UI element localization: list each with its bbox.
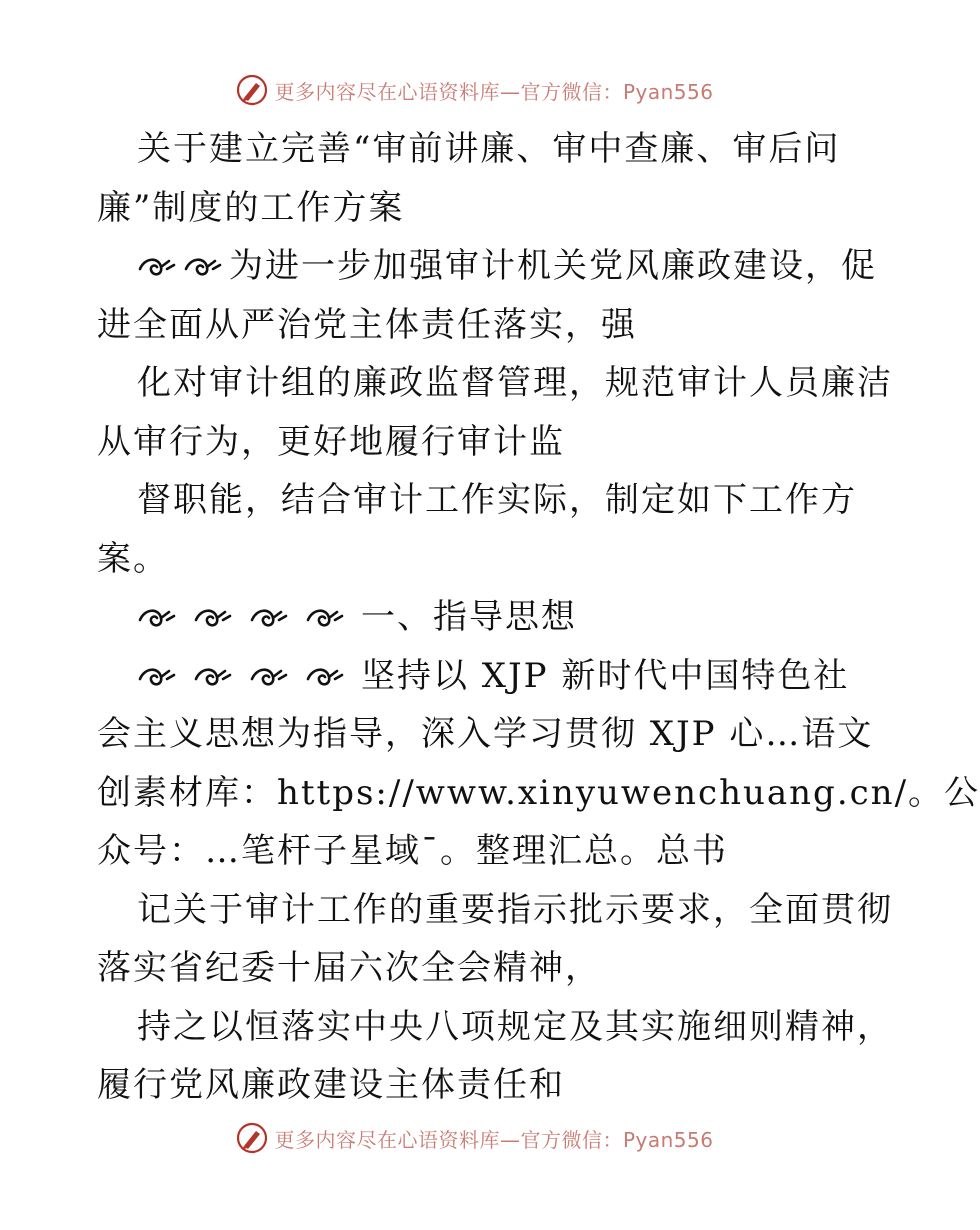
watermark-text: 更多内容尽在心语资料库—官方微信：Pyan556	[274, 1127, 714, 1152]
paragraph-line: 化对审计组的廉政监督管理，规范审计人员廉洁	[137, 363, 893, 403]
header-watermark	[0, 70, 950, 110]
paragraph-line: 众号：…笔杆子星域¯。整理汇总。总书	[97, 831, 728, 871]
doc-title-line-2: 廉”制度的工作方案	[97, 187, 405, 228]
paragraph-line: 落实省纪委十届六次全会精神，	[97, 948, 601, 988]
doc-title-line-1: 关于建立完善“审前讲廉、审中查廉、审后问	[137, 129, 841, 169]
paragraph-text: 坚持以 XJP 新时代中国特色社	[361, 655, 850, 696]
paragraph-line	[97, 647, 857, 706]
paragraph-line: 督职能，结合审计工作实际，制定如下工作方	[137, 480, 857, 520]
paragraph-line: 履行党风廉政建设主体责任和	[97, 1065, 565, 1105]
floral-bullet-icon	[193, 661, 233, 691]
pen-logo-icon	[236, 74, 268, 106]
floral-bullet-icon	[305, 661, 345, 691]
floral-bullet-icon	[137, 602, 177, 632]
paragraph-line: 记关于审计工作的重要指示批示要求，全面贯彻	[137, 889, 893, 930]
paragraph-line: 会主义思想为指导，深入学习贯彻 XJP 心…语文	[97, 714, 874, 754]
paragraph-line: 从审行为，更好地履行审计监	[97, 421, 565, 462]
floral-bullet-icon	[193, 602, 233, 632]
section-heading-text: 一、指导思想	[361, 597, 577, 637]
paragraph-text: 为进一步加强审计机关党风廉政建设，促	[229, 246, 877, 286]
floral-bullet-icon	[249, 661, 289, 691]
document-body	[97, 120, 980, 1115]
paragraph-line: 持之以恒落实中央八项规定及其实施细则精神，	[137, 1006, 893, 1047]
watermark-text: 更多内容尽在心语资料库—官方微信：Pyan556	[274, 79, 714, 104]
pen-logo-icon	[236, 1122, 268, 1154]
footer-watermark	[0, 1118, 950, 1158]
paragraph-line: 进全面从严治党主体责任落实，强	[97, 304, 637, 345]
paragraph-line: 创素材库：https://www.xinyuwenchuang.cn/。公	[97, 772, 980, 813]
floral-bullet-icon	[137, 661, 177, 691]
paragraph-line: 案。	[97, 538, 169, 579]
floral-bullet-icon	[137, 251, 177, 281]
floral-bullet-icon	[183, 251, 223, 281]
paragraph-line	[97, 237, 877, 296]
section-heading	[97, 588, 857, 647]
floral-bullet-icon	[305, 602, 345, 632]
floral-bullet-icon	[249, 602, 289, 632]
